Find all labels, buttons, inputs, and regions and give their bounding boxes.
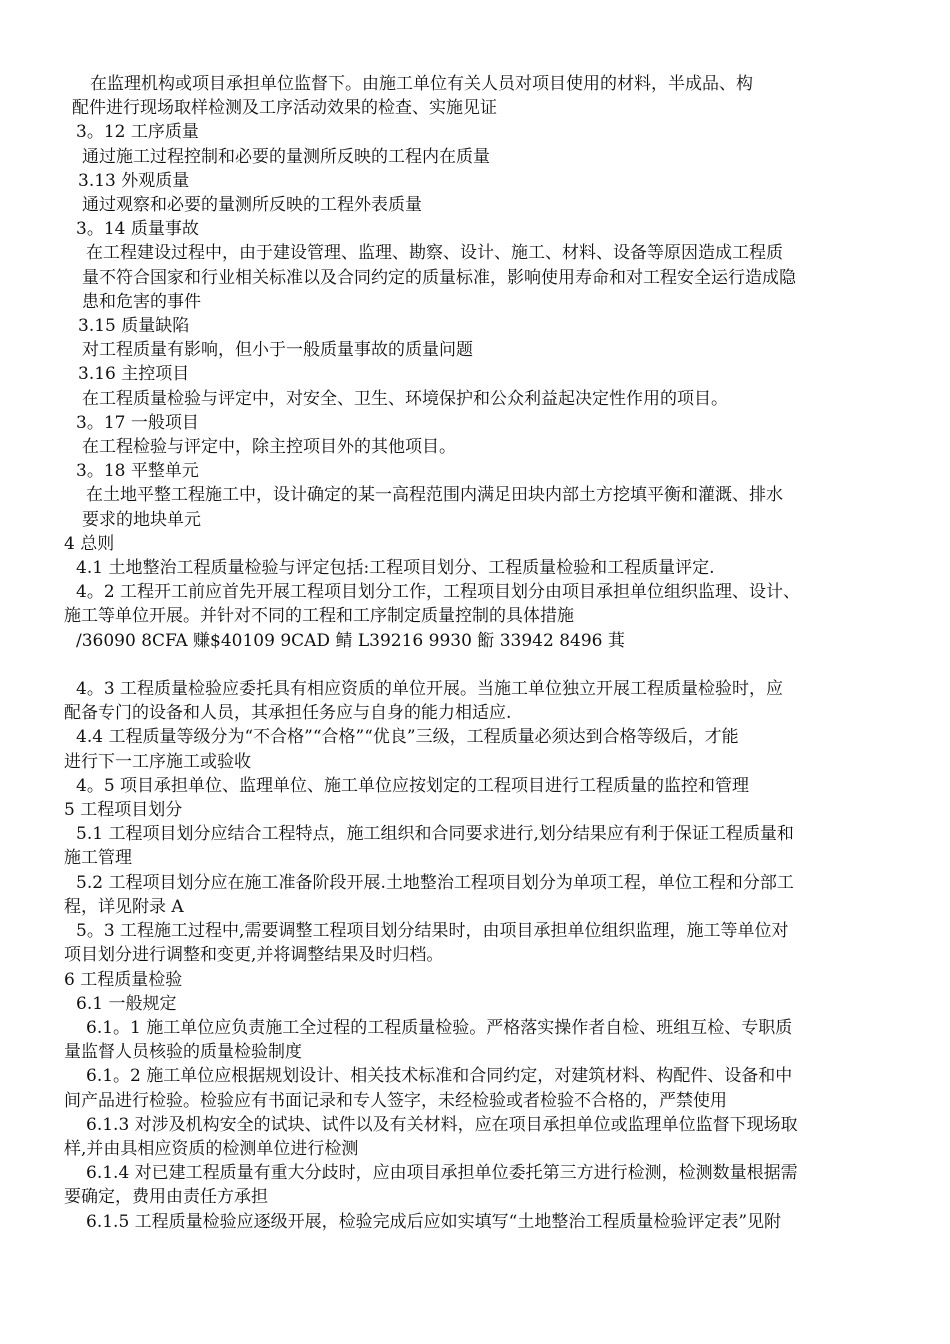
text-line: 4.1 土地整治工程质量检验与评定包括:工程项目划分、工程质量检验和工程质量评定. — [76, 558, 715, 579]
text-line: /36090 8CFA 赚$40109 9CAD 鲭 L39216 9930 餰 33942 8496 萁 — [76, 630, 625, 651]
text-line: 3.16 主控项目 — [78, 364, 190, 385]
text-line: 3.13 外观质量 — [78, 170, 190, 191]
text-line: 施工等单位开展。并针对不同的工程和工序制定质量控制的具体措施 — [64, 606, 574, 627]
text-line: 5.2 工程项目划分应在施工准备阶段开展.土地整治工程项目划分为单项工程，单位工程和分部工 — [76, 872, 794, 893]
text-line: 6.1 一般规定 — [76, 993, 177, 1014]
text-line: 配件进行现场取样检测及工序活动效果的检查、实施见证 — [72, 98, 497, 119]
text-line: 4。5 项目承担单位、监理单位、施工单位应按划定的工程项目进行工程质量的监控和管理 — [76, 775, 750, 796]
text-line: 要确定，费用由责任方承担 — [64, 1187, 268, 1208]
text-line: 6 工程质量检验 — [64, 969, 183, 990]
text-line: 3。14 质量事故 — [76, 219, 199, 240]
text-line: 患和危害的事件 — [82, 291, 201, 312]
text-line: 3。12 工序质量 — [76, 122, 199, 143]
text-line: 在工程质量检验与评定中，对安全、卫生、环境保护和公众利益起决定性作用的项目。 — [82, 388, 728, 409]
text-line: 量监督人员核验的质量检验制度 — [64, 1042, 302, 1063]
text-line: 要求的地块单元 — [82, 509, 201, 530]
text-line: 6.1。1 施工单位应负责施工全过程的工程质量检验。严格落实操作者自检、班组互检、专职质 — [86, 1017, 793, 1038]
text-line: 样,并由具相应资质的检测单位进行检测 — [64, 1138, 359, 1159]
text-line: 配备专门的设备和人员，其承担任务应与自身的能力相适应. — [64, 703, 512, 724]
text-line: 程，详见附录 A — [64, 896, 184, 917]
text-line: 通过观察和必要的量测所反映的工程外表质量 — [82, 195, 422, 216]
text-line: 5.1 工程项目划分应结合工程特点，施工组织和合同要求进行,划分结果应有利于保证工程质量和 — [76, 824, 794, 845]
text-line: 4。2 工程开工前应首先开展工程项目划分工作，工程项目划分由项目承担单位组织监理、设计、 — [76, 582, 801, 603]
text-line: 在土地平整工程施工中，设计确定的某一高程范围内满足田块内部土方挖填平衡和灌溉、排水 — [86, 485, 783, 506]
text-line: 6.1.4 对已建工程质量有重大分歧时，应由项目承担单位委托第三方进行检测，检测数量根据需 — [86, 1163, 798, 1184]
text-line: 在工程建设过程中，由于建设管理、监理、勘察、设计、施工、材料、设备等原因造成工程质 — [86, 243, 783, 264]
text-line: 6.1.5 工程质量检验应逐级开展，检验完成后应如实填写“土地整治工程质量检验评定表”见附 — [86, 1211, 782, 1232]
text-line: 5。3 工程施工过程中,需要调整工程项目划分结果时，由项目承担单位组织监理，施工等单位对 — [76, 921, 789, 942]
text-line: 项目划分进行调整和变更,并将调整结果及时归档。 — [64, 945, 444, 966]
text-line: 3。18 平整单元 — [76, 461, 199, 482]
text-line: 3。17 一般项目 — [76, 412, 199, 433]
text-line: 量不符合国家和行业相关标准以及合同约定的质量标准，影响使用寿命和对工程安全运行造成隐 — [82, 267, 796, 288]
text-line: 6.1.3 对涉及机构安全的试块、试件以及有关材料，应在项目承担单位或监理单位监督下现场取 — [86, 1114, 798, 1135]
text-line: 施工管理 — [64, 848, 132, 869]
text-line: 3.15 质量缺陷 — [78, 316, 190, 337]
text-line: 进行下一工序施工或验收 — [64, 751, 251, 772]
text-line: 在工程检验与评定中，除主控项目外的其他项目。 — [82, 437, 456, 458]
text-line: 对工程质量有影响，但小于一般质量事故的质量问题 — [82, 340, 473, 361]
text-line: 6.1。2 施工单位应根据规划设计、相关技术标准和合同约定，对建筑材料、构配件、设备和中 — [86, 1066, 793, 1087]
text-line: 4.4 工程质量等级分为“不合格”“合格”“优良”三级，工程质量必须达到合格等级后，才能 — [76, 727, 739, 748]
text-line: 在监理机构或项目承担单位监督下。由施工单位有关人员对项目使用的材料，半成品、构 — [90, 74, 753, 94]
text-line: 4。3 工程质量检验应委托具有相应资质的单位开展。当施工单位独立开展工程质量检验时，应 — [76, 679, 784, 700]
text-line: 4 总则 — [64, 533, 115, 554]
text-line: 通过施工过程控制和必要的量测所反映的工程内在质量 — [82, 146, 490, 167]
text-line: 间产品进行检验。检验应有书面记录和专人签字，未经检验或者检验不合格的，严禁使用 — [64, 1090, 727, 1111]
text-line: 5 工程项目划分 — [64, 800, 183, 821]
text-line — [64, 653, 894, 677]
